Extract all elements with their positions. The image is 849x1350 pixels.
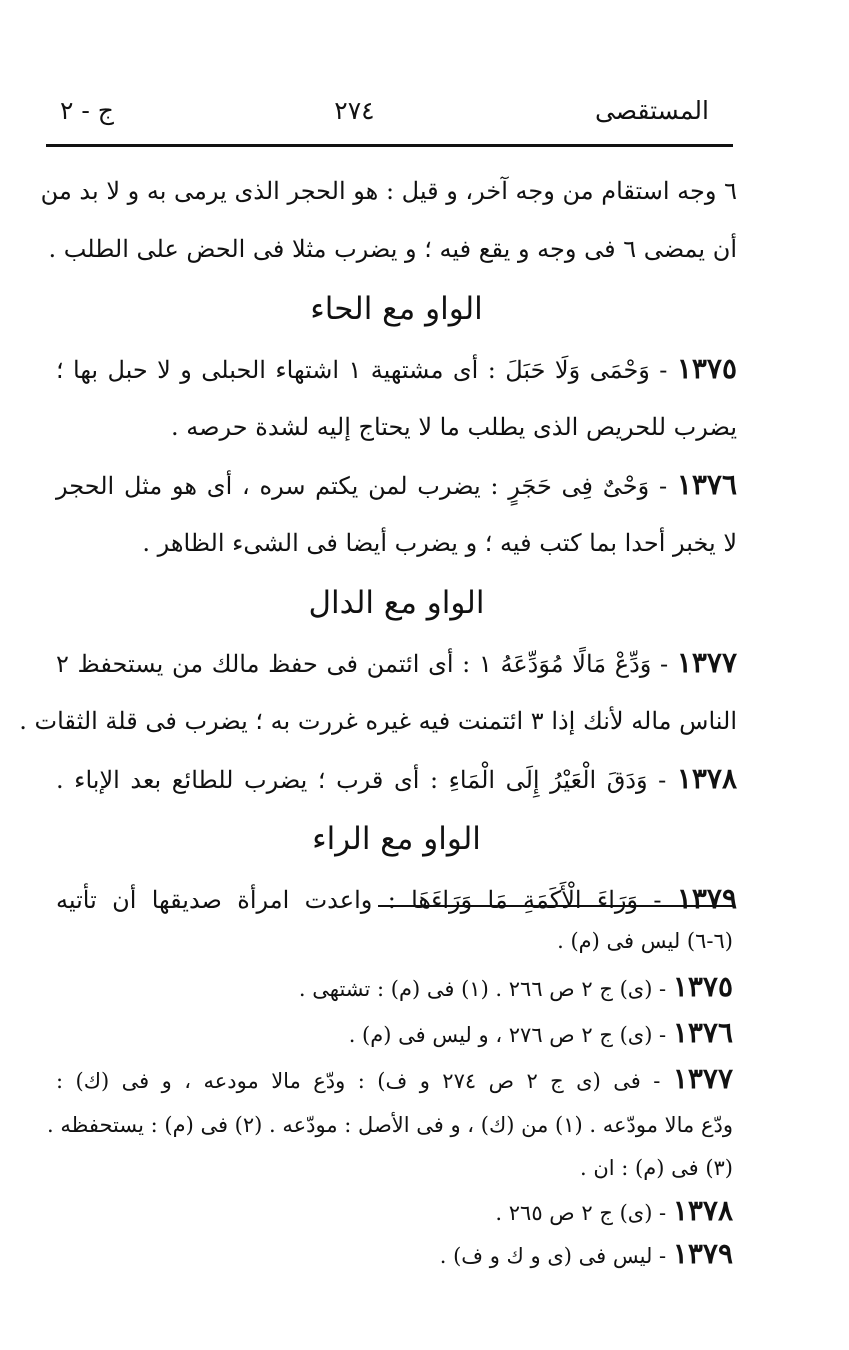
footnote-number: ١٣٧٦ — [672, 1016, 733, 1049]
footnote-line: (٦-٦) ليس فى (م) . — [557, 929, 733, 953]
entry-text: - وَرَاءَ الْأَكَمَةِ مَا وَرَاءَهَا : واعدت امرأة صديقها أن تأتيه — [56, 886, 662, 914]
entry-text: - وَدِّعْ مَالًا مُوَدِّعَهُ ١ : أى ائتمن فى حفظ مالك من يستحفظ ٢ — [56, 650, 669, 678]
entry-number: ١٣٧٩ — [676, 882, 737, 915]
footnote-text: - (ى) ج ٢ ص ٢٦٦ . (١) فى (م) : تشتهى . — [298, 977, 667, 1001]
entry-text: - وَحْىٌ فِى حَجَرٍ : يضرب لمن يكتم سره ، أى هو مثل الحجر — [56, 472, 668, 500]
section-heading-haa: الواو مع الحاء — [310, 291, 483, 327]
footnote-1378 — [56, 1188, 733, 1234]
running-title: المستقصى — [594, 95, 709, 125]
continuation-line: أن يمضى ٦ فى وجه و يقع فيه ؛ و يضرب مثلا فى الحض على الطلب . — [48, 235, 737, 263]
entry-number: ١٣٧٦ — [676, 468, 737, 501]
main-text — [19, 162, 737, 928]
footnote-text: - فى (ى ج ٢ ص ٢٧٤ و ف) : ودّع مالا مودعه ، و فى (ك) : — [56, 1069, 661, 1093]
footnote-text: - ليس فى (ى و ك و ف) . — [439, 1244, 667, 1268]
proverb-entry-1378 — [56, 750, 737, 808]
entry-text: لا يخبر أحدا بما كتب فيه ؛ و يضرب أيضا فى الشىء الظاهر . — [142, 529, 737, 557]
entry-text: الناس ماله لأنك إذا ٣ ائتمنت فيه غيره غررت به ؛ يضرب فى قلة الثقات . — [19, 707, 737, 735]
footnote-number: ١٣٧٧ — [672, 1062, 733, 1095]
volume-number: ج - ٢ — [60, 95, 114, 125]
footnote-1377 — [56, 1056, 733, 1102]
footnotes — [47, 918, 733, 1274]
proverb-entry-1377 — [56, 634, 737, 692]
entry-text: - وَحْمَى وَلَا حَبَلَ : أى مشتهية ١ اشتهاء الحبلى و لا حبل بها ؛ — [56, 356, 668, 384]
page-number: ٢٧٤ — [334, 95, 375, 125]
footnote-number: ١٣٧٨ — [672, 1194, 733, 1227]
entry-text: يضرب للحريص الذى يطلب ما لا يحتاج إليه لشدة حرصه . — [171, 413, 737, 441]
footnote-1375 — [56, 964, 733, 1010]
entry-number: ١٣٧٨ — [676, 762, 737, 795]
footnote-text: - (ى) ج ٢ ص ٢٦٥ . — [495, 1201, 667, 1225]
continuation-line: ٦ وجه استقام من وجه آخر، و قيل : هو الحجر الذى يرمى به و لا بد من — [40, 177, 737, 205]
entry-number: ١٣٧٧ — [676, 646, 737, 679]
entry-number: ١٣٧٥ — [676, 352, 737, 385]
footnote-1379 — [56, 1234, 733, 1274]
running-header — [60, 88, 709, 132]
proverb-entry-1376 — [56, 456, 737, 514]
entry-text: - وَدَقَ الْعَيْرُ إِلَى الْمَاءِ : أى قرب ؛ يضرب للطائع بعد الإباء . — [56, 766, 667, 794]
section-heading-dal: الواو مع الدال — [308, 585, 485, 621]
footnote-line: (٣) فى (م) : ان . — [580, 1156, 733, 1180]
section-heading-raa: الواو مع الراء — [312, 821, 481, 857]
footnote-number: ١٣٧٥ — [672, 970, 733, 1003]
proverb-entry-1375 — [56, 340, 737, 398]
footnote-text: - (ى) ج ٢ ص ٢٧٦ ، و ليس فى (م) . — [348, 1023, 667, 1047]
footnote-number: ١٣٧٩ — [672, 1237, 733, 1270]
footnote-1376 — [56, 1010, 733, 1056]
footnote-line: ودّع مالا مودّعه . (١) من (ك) ، و فى الأصل : مودّعه . (٢) فى (م) : يستحفظه . — [47, 1113, 733, 1137]
header-rule — [46, 144, 733, 147]
footnote-rule — [378, 905, 733, 907]
